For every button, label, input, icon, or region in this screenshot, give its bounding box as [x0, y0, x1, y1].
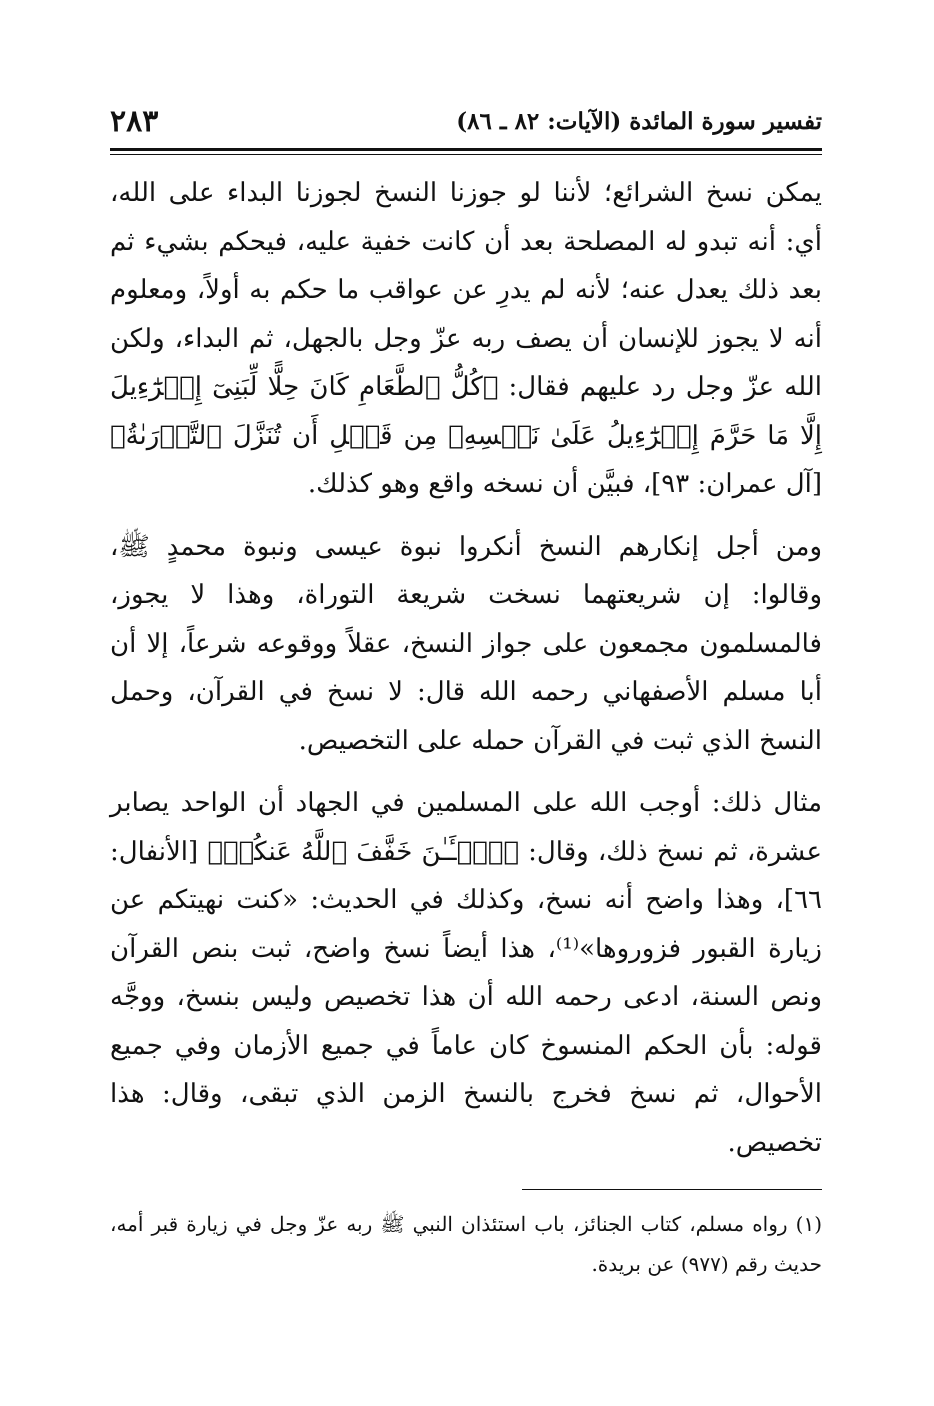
header-rule-thin — [110, 154, 822, 155]
page-header — [110, 100, 822, 144]
header-rule-thick — [110, 148, 822, 151]
paragraph: ومن أجل إنكارهم النسخ أنكروا نبوة عيسى ونبوة محمدٍ ﷺ، وقالوا: إن شريعتهما نسخت شريعة التوراة، وهذا لا يجوز، فالمسلمون مجمعون على جواز النسخ، عقلاً ووقوعه شرعاً، إلا أن أبا مسلم الأصفهاني رحمه الله قال: لا نسخ في القرآن، وحمل النسخ الذي ثبت في القرآن حمله على التخصيص. — [110, 531, 822, 756]
running-title: تفسير سورة المائدة (الآيات: ٨٢ ـ ٨٦) — [456, 108, 822, 135]
footnote-separator — [522, 1189, 822, 1190]
paragraph: مثال ذلك: أوجب الله على المسلمين في الجهاد أن الواحد يصابر عشرة، ثم نسخ ذلك، وقال: ﴿ٱلۡـَٔـٰنَ خَفَّفَ ٱللَّهُ عَنكُمۡ﴾ [الأنفال: ٦٦]، وهذا واضح أنه نسخ، وكذلك في الحديث: «كنت نهيتكم عن زيارة القبور فزوروها»⁽¹⁾، هذا أيضاً نسخ واضح، ثبت بنص القرآن ونص السنة، ادعى رحمه الله أن هذا تخصيص وليس بنسخ، ووجَّه قوله: بأن الحكم المنسوخ كان عاماً في جميع الأزمان وفي جميع الأحوال، ثم نسخ فخرج بالنسخ الزمن الذي تبقى، وقال: هذا تخصيص. — [110, 788, 822, 1158]
footnote: (١) رواه مسلم، كتاب الجنائز، باب استئذان النبي ﷺ ربه عزّ وجل في زيارة قبر أمه، حديث رقم (٩٧٧) عن بريدة. — [110, 1212, 822, 1276]
paragraph: يمكن نسخ الشرائع؛ لأننا لو جوزنا النسخ لجوزنا البداء على الله، أي: أنه تبدو له المصلحة بعد أن كانت خفية عليه، فيحكم بشيء ثم بعد ذلك يعدل عنه؛ لأنه لم يدرِ عن عواقب ما حكم به أولاً، ومعلوم أنه لا يجوز للإنسان أن يصف ربه عزّ وجل بالجهل، ثم البداء، ولكن الله عزّ وجل رد عليهم فقال: ﴿كُلُّ ٱلطَّعَامِ كَانَ حِلًّا لِّبَنِىٓ إِسۡرَٰٓءِيلَ إِلَّا مَا حَرَّمَ إِسۡرَٰٓءِيلُ عَلَىٰ نَفۡسِهِۦ مِن قَبۡلِ أَن تُنَزَّلَ ٱلتَّوۡرَىٰةُ﴾ [آل عمران: ٩٣]، فبيَّن أن نسخه واقع وهو كذلك. — [110, 178, 823, 499]
page-number: ٢٨٣ — [110, 104, 159, 139]
book-page — [110, 100, 822, 1284]
body-text — [110, 169, 822, 1167]
